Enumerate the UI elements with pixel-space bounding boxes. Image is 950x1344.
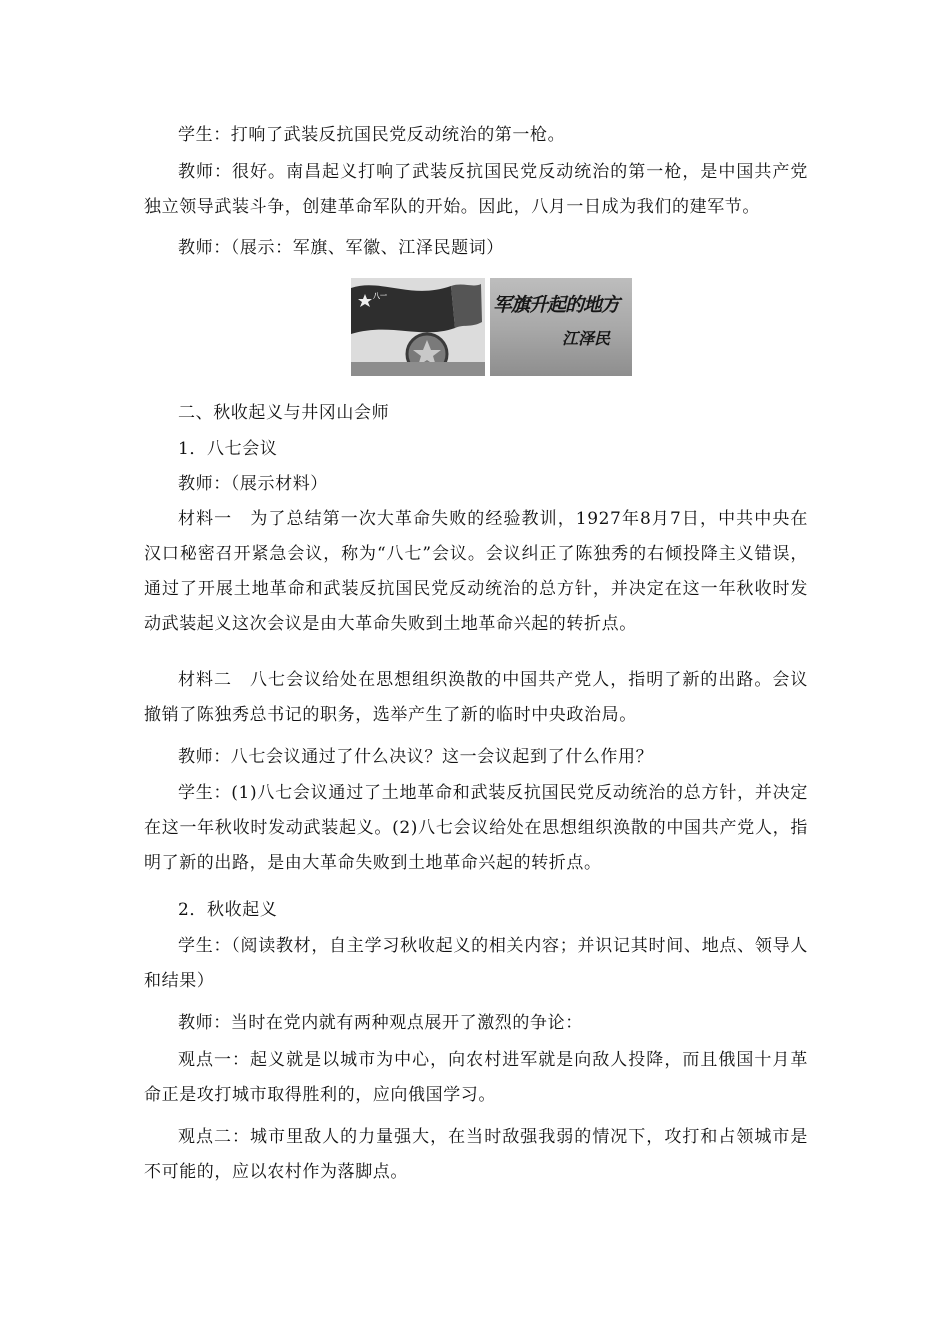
- paragraph-teacher-comment: 教师：很好。南昌起义打响了武装反抗国民党反动统治的第一枪，是中国共产党独立领导武装斗争，创建革命军队的开始。因此，八月一日成为我们的建军节。: [144, 162, 808, 217]
- paragraph-student-answer-2: 学生：(1)八七会议通过了土地革命和武装反抗国民党反动统治的总方针，并决定在这一年秋收时发动武装起义。(2)八七会议给处在思想组织涣散的中国共产党人，指明了新的出路，是由大革命失败到土地革命兴起的转折点。: [144, 783, 808, 873]
- flag-emblem-text: 八一: [373, 291, 387, 300]
- flag-icon: [351, 278, 485, 376]
- calligraphy-line: 军旗升起的地方: [493, 294, 620, 316]
- calligraphy-signature: 江泽民: [562, 329, 611, 348]
- paragraph-teacher-show: 教师：（展示：军旗、军徽、江泽民题词）: [178, 238, 504, 258]
- section-heading-autumn-harvest: 二、秋收起义与井冈山会师: [178, 403, 390, 423]
- illustration-row: [351, 278, 635, 376]
- paragraph-material-two: 材料二 八七会议给处在思想组织涣散的中国共产党人，指明了新的出路。会议撤销了陈独秀总书记的职务，选举产生了新的临时中央政治局。: [144, 670, 808, 725]
- flag-and-emblem-photo: [351, 278, 485, 376]
- paragraph-student-answer-1: 学生：打响了武装反抗国民党反动统治的第一枪。: [178, 125, 566, 145]
- calligraphy-photo: [490, 278, 632, 376]
- paragraph-student-reading: 学生：（阅读教材，自主学习秋收起义的相关内容；并识记其时间、地点、领导人和结果）: [144, 936, 808, 991]
- paragraph-teacher-materials: 教师：（展示材料）: [178, 474, 328, 494]
- paragraph-material-one: 材料一 为了总结第一次大革命失败的经验教训，1927年8月7日，中共中央在汉口秘密召开紧急会议，称为“八七”会议。会议纠正了陈独秀的右倾投降主义错误，通过了开展土地革命和武装反抗国民党反动统治的总方针，并决定在这一年秋收时发动武装起义这次会议是由大革命失败到土地革命兴起的转折点。: [144, 509, 808, 634]
- subheading-august-seventh-meeting: 1．八七会议: [178, 439, 278, 459]
- paragraph-teacher-question: 教师：八七会议通过了什么决议？这一会议起到了什么作用？: [178, 747, 654, 767]
- subheading-autumn-harvest-uprising: 2．秋收起义: [178, 900, 278, 920]
- paragraph-viewpoint-two: 观点二：城市里敌人的力量强大，在当时敌强我弱的情况下，攻打和占领城市是不可能的，应以农村作为落脚点。: [144, 1127, 808, 1182]
- paragraph-viewpoint-one: 观点一：起义就是以城市为中心，向农村进军就是向敌人投降，而且俄国十月革命正是攻打城市取得胜利的，应向俄国学习。: [144, 1050, 808, 1105]
- paragraph-teacher-debate: 教师：当时在党内就有两种观点展开了激烈的争论：: [178, 1013, 583, 1033]
